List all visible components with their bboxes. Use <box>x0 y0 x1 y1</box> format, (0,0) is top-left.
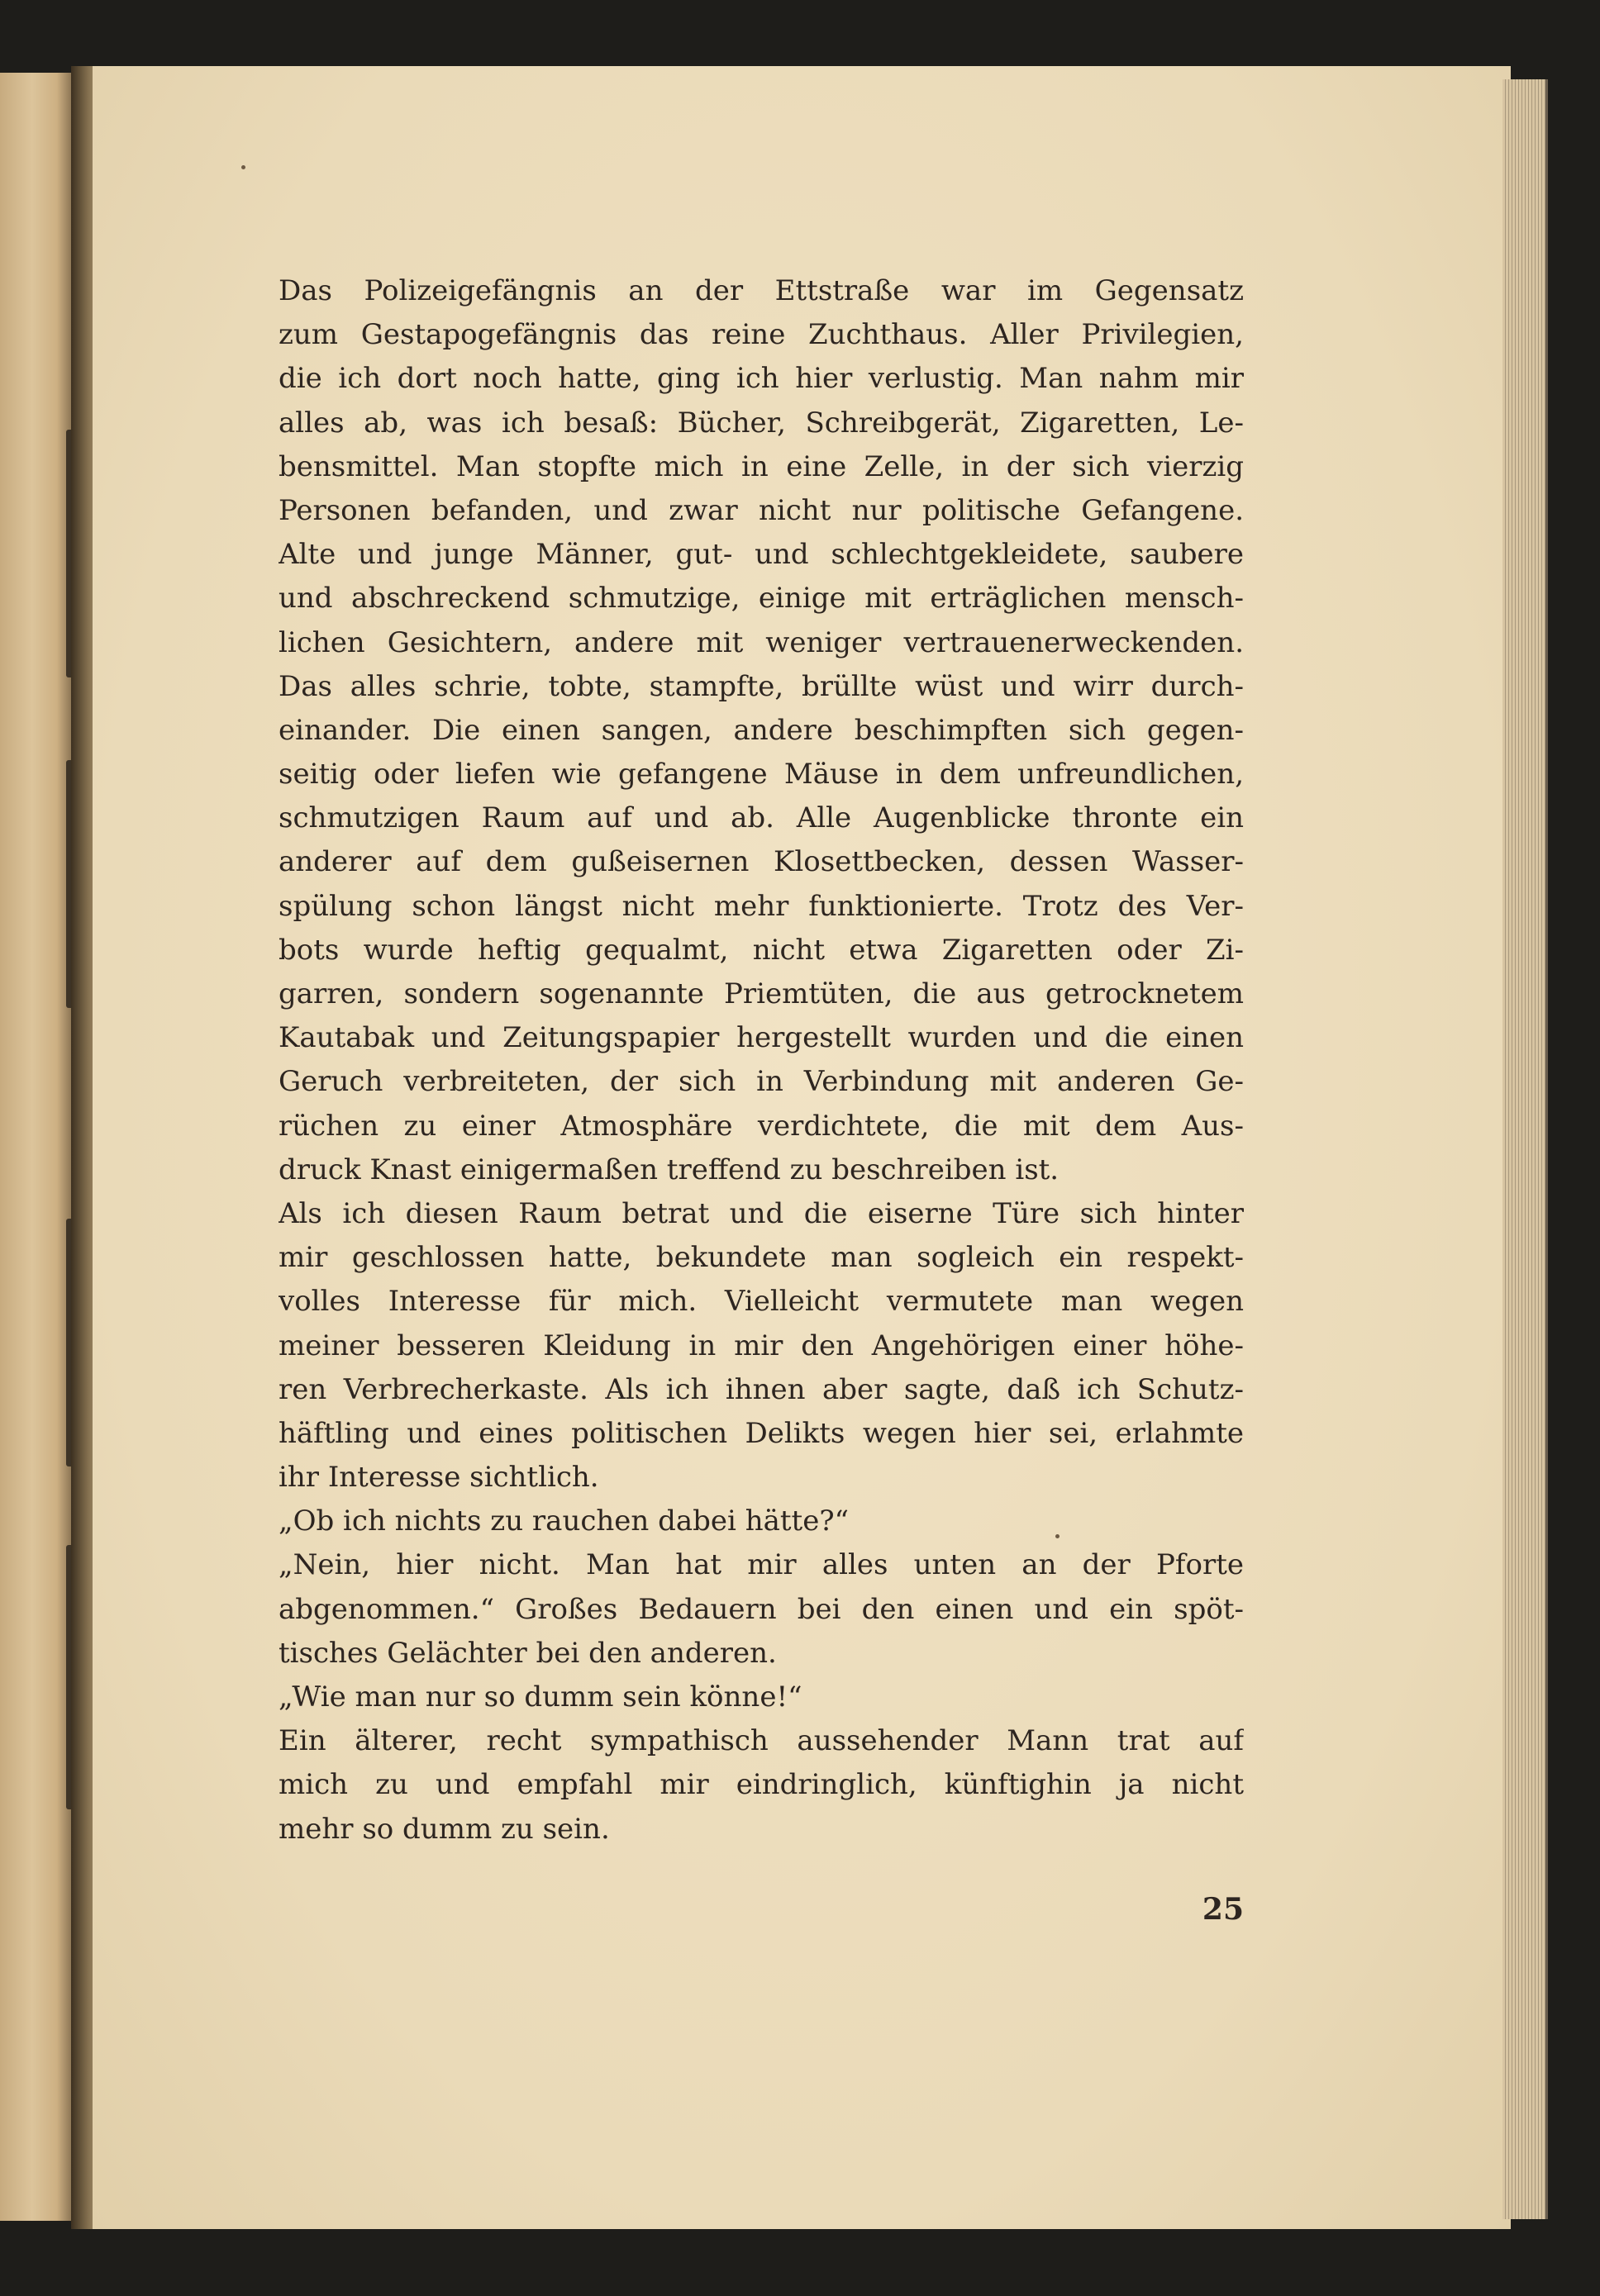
text-line: Als ich diesen Raum betrat und die eiserne Türe sich hinter <box>279 1196 1244 1230</box>
text-line: meiner besseren Kleidung in mir den Angehörigen einer höhe- <box>279 1329 1244 1362</box>
text-line: zum Gestapogefängnis das reine Zuchthaus. Aller Privilegien, <box>279 318 1244 352</box>
text-line: anderer auf dem gußeisernen Klosettbecken, dessen Wasser- <box>279 845 1244 879</box>
text-line: einander. Die einen sangen, andere beschimpften sich gegen- <box>279 713 1244 747</box>
text-line: mich zu und empfahl mir eindringlich, künftighin ja nicht <box>279 1768 1244 1802</box>
text-line: Personen befanden, und zwar nicht nur politische Gefangene. <box>279 493 1244 527</box>
text-line: Das Polizeigefängnis an der Ettstraße war im Gegensatz <box>279 274 1244 307</box>
text-line: druck Knast einigermaßen treffend zu beschreiben ist. <box>279 1153 1060 1186</box>
text-line: Alte und junge Männer, gut- und schlechtgekleidete, saubere <box>279 538 1244 572</box>
text-line: und abschreckend schmutzige, einige mit erträglichen mensch- <box>279 582 1244 616</box>
text-line: ren Verbrecherkaste. Als ich ihnen aber sagte, daß ich Schutz- <box>279 1372 1244 1406</box>
text-line: tisches Gelächter bei den anderen. <box>279 1636 777 1670</box>
text-line: garren, sondern sogenannte Priemtüten, die aus getrocknetem <box>279 977 1244 1010</box>
text-line: „Nein, hier nicht. Man hat mir alles unten an der Pforte <box>279 1548 1244 1582</box>
text-line: die ich dort noch hatte, ging ich hier verlustig. Man nahm mir <box>279 362 1244 396</box>
text-line: lichen Gesichtern, andere mit weniger vertrauenerweckenden. <box>279 625 1244 659</box>
text-line: häftling und eines politischen Delikts wegen hier sei, erlahmte <box>279 1416 1244 1450</box>
text-line: schmutzigen Raum auf und ab. Alle Augenblicke thronte ein <box>279 801 1244 835</box>
text-line: Das alles schrie, tobte, stampfte, brüllte wüst und wirr durch- <box>279 669 1244 703</box>
text-line: bots wurde heftig gequalmt, nicht etwa Zigaretten oder Zi- <box>279 933 1244 967</box>
text-line: Ein älterer, recht sympathisch aussehender Mann trat auf <box>279 1724 1244 1758</box>
facing-page-edge <box>0 73 71 2221</box>
text-line: seitig oder liefen wie gefangene Mäuse in dem unfreundlichen, <box>279 758 1244 791</box>
paper-speck <box>241 165 245 169</box>
text-line: volles Interesse für mich. Vielleicht vermutete man wegen <box>279 1285 1244 1319</box>
text-line: Geruch verbreiteten, der sich in Verbindung mit anderen Ge- <box>279 1065 1244 1099</box>
text-line: mir geschlossen hatte, bekundete man sogleich ein respekt- <box>279 1241 1244 1275</box>
text-line: mehr so dumm zu sein. <box>279 1812 610 1846</box>
text-line: abgenommen.“ Großes Bedauern bei den einen und ein spöt- <box>279 1592 1244 1626</box>
text-line: Kautabak und Zeitungspapier hergestellt wurden und die einen <box>279 1021 1244 1055</box>
text-line: „Ob ich nichts zu rauchen dabei hätte?“ <box>279 1505 849 1538</box>
text-line: rüchen zu einer Atmosphäre verdichtete, die mit dem Aus- <box>279 1109 1244 1143</box>
text-line: spülung schon längst nicht mehr funktionierte. Trotz des Ver- <box>279 889 1244 923</box>
text-line: bensmittel. Man stopfte mich in eine Zelle, in der sich vierzig <box>279 449 1244 483</box>
text-line: „Wie man nur so dumm sein könne!“ <box>279 1680 802 1714</box>
body-text <box>279 269 1244 1852</box>
text-line: ihr Interesse sichtlich. <box>279 1461 599 1495</box>
page-number: 25 <box>1202 1892 1244 1927</box>
text-line: alles ab, was ich besaß: Bücher, Schreibgerät, Zigaretten, Le- <box>279 406 1244 440</box>
page-stack-edges <box>1502 79 1548 2219</box>
